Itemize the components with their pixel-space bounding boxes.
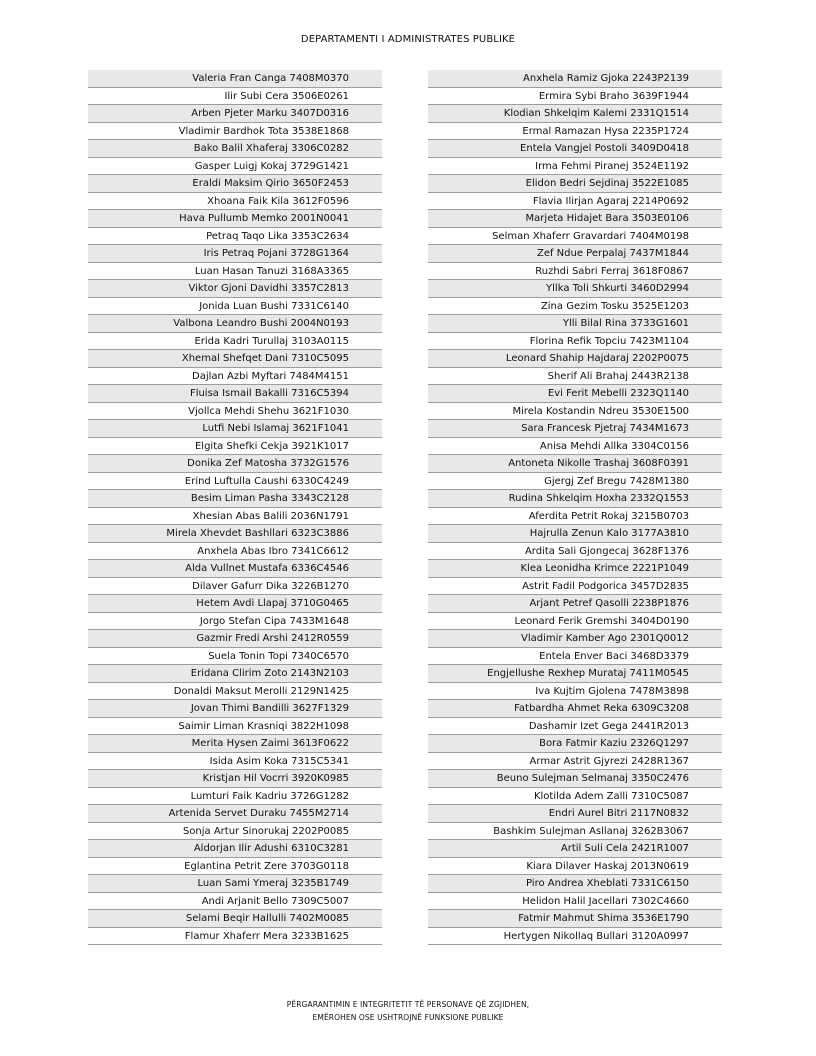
list-item: Arben Pjeter Marku 3407D0316 (88, 105, 382, 123)
list-item: Anxhela Abas Ibro 7341C6612 (88, 543, 382, 561)
list-item: Saimir Liman Krasniqi 3822H1098 (88, 718, 382, 736)
list-item: Beuno Sulejman Selmanaj 3350C2476 (428, 770, 722, 788)
list-item: Leonard Ferik Gremshi 3404D0190 (428, 613, 722, 631)
footer-line-1: PËRGARANTIMIN E INTEGRITETIT TË PERSONAVE QË ZGJIDHEN, (286, 1000, 530, 1009)
list-item: Bako Balil Xhaferaj 3306C0282 (88, 140, 382, 158)
list-item: Sherif Ali Brahaj 2443R2138 (428, 368, 722, 386)
list-item: Elidon Bedri Sejdinaj 3522E1085 (428, 175, 722, 193)
list-item: Lutfi Nebi Islamaj 3621F1041 (88, 420, 382, 438)
list-item: Mirela Xhevdet Bashllari 6323C3886 (88, 525, 382, 543)
left-name-list (88, 70, 382, 945)
list-item: Valeria Fran Canga 7408M0370 (88, 70, 382, 88)
list-item: Kristjan Hil Vocrri 3920K0985 (88, 770, 382, 788)
page-title: DEPARTAMENTI I ADMINISTRATES PUBLIKE (300, 34, 516, 45)
list-item: Fatmir Mahmut Shima 3536E1790 (428, 910, 722, 928)
list-item: Klotilda Adem Zalli 7310C5087 (428, 788, 722, 806)
list-item: Astrit Fadil Podgorica 3457D2835 (428, 578, 722, 596)
list-item: Lumturi Faik Kadriu 3726G1282 (88, 788, 382, 806)
list-item: Donika Zef Matosha 3732G1576 (88, 455, 382, 473)
list-item: Erind Luftulla Caushi 6330C4249 (88, 473, 382, 491)
list-item: Eridana Clirim Zoto 2143N2103 (88, 665, 382, 683)
list-item: Isida Asim Koka 7315C5341 (88, 753, 382, 771)
list-item: Petraq Taqo Lika 3353C2634 (88, 228, 382, 246)
list-item: Artil Suli Cela 2421R1007 (428, 840, 722, 858)
list-item: Viktor Gjoni Davidhi 3357C2813 (88, 280, 382, 298)
list-item: Endri Aurel Bitri 2117N0832 (428, 805, 722, 823)
right-name-list (428, 70, 722, 945)
list-item: Artenida Servet Duraku 7455M2714 (88, 805, 382, 823)
list-item: Vladimir Bardhok Tota 3538E1868 (88, 123, 382, 141)
list-item: Evi Ferit Mebelli 2323Q1140 (428, 385, 722, 403)
list-item: Jonida Luan Bushi 7331C6140 (88, 298, 382, 316)
list-item: Xhemal Shefqet Dani 7310C5095 (88, 350, 382, 368)
footer (0, 998, 816, 1024)
list-item: Anisa Mehdi Allka 3304C0156 (428, 438, 722, 456)
list-item: Entela Vangjel Postoli 3409D0418 (428, 140, 722, 158)
list-item: Helidon Halil Jacellari 7302C4660 (428, 893, 722, 911)
list-item: Eglantina Petrit Zere 3703G0118 (88, 858, 382, 876)
list-item: Mirela Kostandin Ndreu 3530E1500 (428, 403, 722, 421)
list-item: Bora Fatmir Kaziu 2326Q1297 (428, 735, 722, 753)
list-item: Valbona Leandro Bushi 2004N0193 (88, 315, 382, 333)
list-item: Kiara Dilaver Haskaj 2013N0619 (428, 858, 722, 876)
list-item: Fluisa Ismail Bakalli 7316C5394 (88, 385, 382, 403)
list-item: Ermira Sybi Braho 3639F1944 (428, 88, 722, 106)
list-item: Sara Francesk Pjetraj 7434M1673 (428, 420, 722, 438)
list-item: Luan Hasan Tanuzi 3168A3365 (88, 263, 382, 281)
list-item: Yllka Toli Shkurti 3460D2994 (428, 280, 722, 298)
footer-line-2: EMËROHEN OSE USHTROJNË FUNKSIONE PUBLIKE (312, 1013, 504, 1022)
list-item: Iris Petraq Pojani 3728G1364 (88, 245, 382, 263)
list-item: Gasper Luigj Kokaj 3729G1421 (88, 158, 382, 176)
list-item: Selami Beqir Hallulli 7402M0085 (88, 910, 382, 928)
list-item: Ylli Bilal Rina 3733G1601 (428, 315, 722, 333)
list-item: Rudina Shkelqim Hoxha 2332Q1553 (428, 490, 722, 508)
list-item: Aldorjan Ilir Adushi 6310C3281 (88, 840, 382, 858)
list-item: Jorgo Stefan Cipa 7433M1648 (88, 613, 382, 631)
list-item: Ilir Subi Cera 3506E0261 (88, 88, 382, 106)
list-item: Luan Sami Ymeraj 3235B1749 (88, 875, 382, 893)
list-item: Engjellushe Rexhep Murataj 7411M0545 (428, 665, 722, 683)
list-item: Armar Astrit Gjyrezi 2428R1367 (428, 753, 722, 771)
list-item: Bashkim Sulejman Asllanaj 3262B3067 (428, 823, 722, 841)
list-item: Hertygen Nikollaq Bullari 3120A0997 (428, 928, 722, 946)
list-item: Jovan Thimi Bandilli 3627F1329 (88, 700, 382, 718)
list-item: Anxhela Ramiz Gjoka 2243P2139 (428, 70, 722, 88)
list-item: Alda Vullnet Mustafa 6336C4546 (88, 560, 382, 578)
list-item: Gazmir Fredi Arshi 2412R0559 (88, 630, 382, 648)
list-item: Fatbardha Ahmet Reka 6309C3208 (428, 700, 722, 718)
list-item: Donaldi Maksut Merolli 2129N1425 (88, 683, 382, 701)
list-item: Dajlan Azbi Myftari 7484M4151 (88, 368, 382, 386)
list-item: Marjeta Hidajet Bara 3503E0106 (428, 210, 722, 228)
list-item: Aferdita Petrit Rokaj 3215B0703 (428, 508, 722, 526)
list-item: Antoneta Nikolle Trashaj 3608F0391 (428, 455, 722, 473)
list-item: Irma Fehmi Piranej 3524E1192 (428, 158, 722, 176)
list-item: Klodian Shkelqim Kalemi 2331Q1514 (428, 105, 722, 123)
list-item: Andi Arjanit Bello 7309C5007 (88, 893, 382, 911)
list-item: Arjant Petref Qasolli 2238P1876 (428, 595, 722, 613)
list-item: Zina Gezim Tosku 3525E1203 (428, 298, 722, 316)
list-item: Xhesian Abas Balili 2036N1791 (88, 508, 382, 526)
list-item: Leonard Shahip Hajdaraj 2202P0075 (428, 350, 722, 368)
list-item: Besim Liman Pasha 3343C2128 (88, 490, 382, 508)
list-item: Entela Enver Baci 3468D3379 (428, 648, 722, 666)
list-item: Iva Kujtim Gjolena 7478M3898 (428, 683, 722, 701)
list-item: Piro Andrea Xheblati 7331C6150 (428, 875, 722, 893)
list-item: Zef Ndue Perpalaj 7437M1844 (428, 245, 722, 263)
list-item: Merita Hysen Zaimi 3613F0622 (88, 735, 382, 753)
list-item: Xhoana Faik Kila 3612F0596 (88, 193, 382, 211)
list-item: Suela Tonin Topi 7340C6570 (88, 648, 382, 666)
list-item: Ermal Ramazan Hysa 2235P1724 (428, 123, 722, 141)
list-item: Vladimir Kamber Ago 2301Q0012 (428, 630, 722, 648)
list-item: Hetem Avdi Llapaj 3710G0465 (88, 595, 382, 613)
list-item: Ruzhdi Sabri Ferraj 3618F0867 (428, 263, 722, 281)
list-item: Flavia Ilirjan Agaraj 2214P0692 (428, 193, 722, 211)
list-item: Elgita Shefki Cekja 3921K1017 (88, 438, 382, 456)
list-item: Klea Leonidha Krimce 2221P1049 (428, 560, 722, 578)
list-item: Dashamir Izet Gega 2441R2013 (428, 718, 722, 736)
list-item: Hajrulla Zenun Kalo 3177A3810 (428, 525, 722, 543)
list-item: Eraldi Maksim Qirio 3650F2453 (88, 175, 382, 193)
list-item: Dilaver Gafurr Dika 3226B1270 (88, 578, 382, 596)
list-item: Gjergj Zef Bregu 7428M1380 (428, 473, 722, 491)
list-item: Florina Refik Topciu 7423M1104 (428, 333, 722, 351)
list-item: Hava Pullumb Memko 2001N0041 (88, 210, 382, 228)
list-item: Flamur Xhaferr Mera 3233B1625 (88, 928, 382, 946)
list-item: Erida Kadri Turullaj 3103A0115 (88, 333, 382, 351)
list-item: Sonja Artur Sinorukaj 2202P0085 (88, 823, 382, 841)
list-item: Selman Xhaferr Gravardari 7404M0198 (428, 228, 722, 246)
list-item: Ardita Sali Gjongecaj 3628F1376 (428, 543, 722, 561)
list-item: Vjollca Mehdi Shehu 3621F1030 (88, 403, 382, 421)
